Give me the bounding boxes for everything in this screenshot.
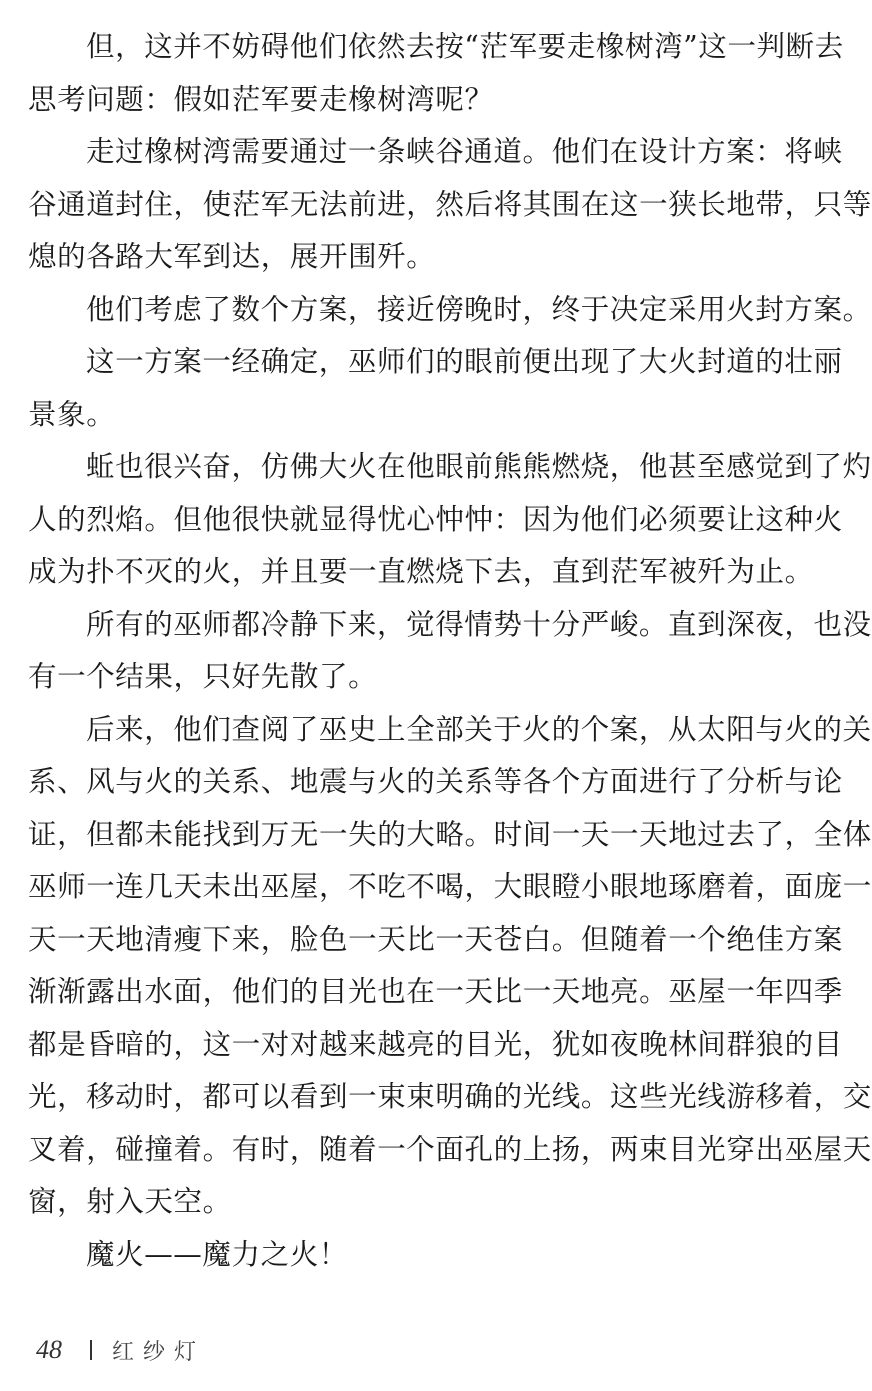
text-line: 蚯也很兴奋，仿佛大火在他眼前熊熊燃烧，他甚至感觉到了灼 bbox=[86, 450, 872, 483]
text-line: 证，但都未能找到万无一失的大略。时间一天一天地过去了，全体 bbox=[28, 817, 872, 851]
text-line: 谷通道封住，使茫军无法前进，然后将其围在这一狭长地带，只等 bbox=[28, 187, 872, 221]
text-line: 有一个结果，只好先散了。 bbox=[28, 660, 378, 693]
text-line: 成为扑不灭的火，并且要一直燃烧下去，直到茫军被歼为止。 bbox=[28, 555, 814, 588]
text-line: 熄的各路大军到达，展开围歼。 bbox=[28, 240, 436, 273]
text-line: 这一方案一经确定，巫师们的眼前便出现了大火封道的壮丽 bbox=[86, 345, 843, 378]
text-line: 天一天地清瘦下来，脸色一天比一天苍白。但随着一个绝佳方案 bbox=[28, 922, 843, 956]
text-line: 巫师一连几天未出巫屋，不吃不喝，大眼瞪小眼地琢磨着，面庞一 bbox=[28, 870, 872, 903]
text-line: 都是昏暗的，这一对对越来越亮的目光，犹如夜晚林间群狼的目 bbox=[28, 1027, 843, 1061]
book-title: 红纱灯 bbox=[112, 1339, 206, 1365]
text-line: 魔火——魔力之火！ bbox=[86, 1237, 348, 1271]
text-line: 渐渐露出水面，他们的目光也在一天比一天地亮。巫屋一年四季 bbox=[28, 975, 843, 1008]
text-line: 光，移动时，都可以看到一束束明确的光线。这些光线游移着，交 bbox=[28, 1080, 872, 1113]
text-line: 所有的巫师都冷静下来，觉得情势十分严峻。直到深夜，也没 bbox=[86, 607, 872, 641]
text-line: 人的烈焰。但他很快就显得忧心忡忡：因为他们必须要让这种火 bbox=[28, 502, 843, 536]
page-footer bbox=[36, 1330, 205, 1370]
footer-divider bbox=[90, 1340, 92, 1360]
text-line: 但，这并不妨碍他们依然去按“茫军要走橡树湾”这一判断去 bbox=[86, 30, 844, 63]
page-number: 48 bbox=[36, 1335, 62, 1364]
text-line: 走过橡树湾需要通过一条峡谷通道。他们在设计方案：将峡 bbox=[86, 135, 843, 168]
text-line: 窗，射入天空。 bbox=[28, 1185, 232, 1218]
text-line: 他们考虑了数个方案，接近傍晚时，终于决定采用火封方案。 bbox=[86, 292, 872, 326]
text-line: 后来，他们查阅了巫史上全部关于火的个案，从太阳与火的关 bbox=[86, 712, 872, 746]
text-line: 系、风与火的关系、地震与火的关系等各个方面进行了分析与论 bbox=[28, 765, 843, 798]
text-line: 叉着，碰撞着。有时，随着一个面孔的上扬，两束目光穿出巫屋天 bbox=[28, 1132, 872, 1166]
page-body bbox=[28, 21, 872, 1281]
text-line: 景象。 bbox=[28, 397, 116, 431]
text-line: 思考问题：假如茫军要走橡树湾呢？ bbox=[28, 82, 494, 116]
